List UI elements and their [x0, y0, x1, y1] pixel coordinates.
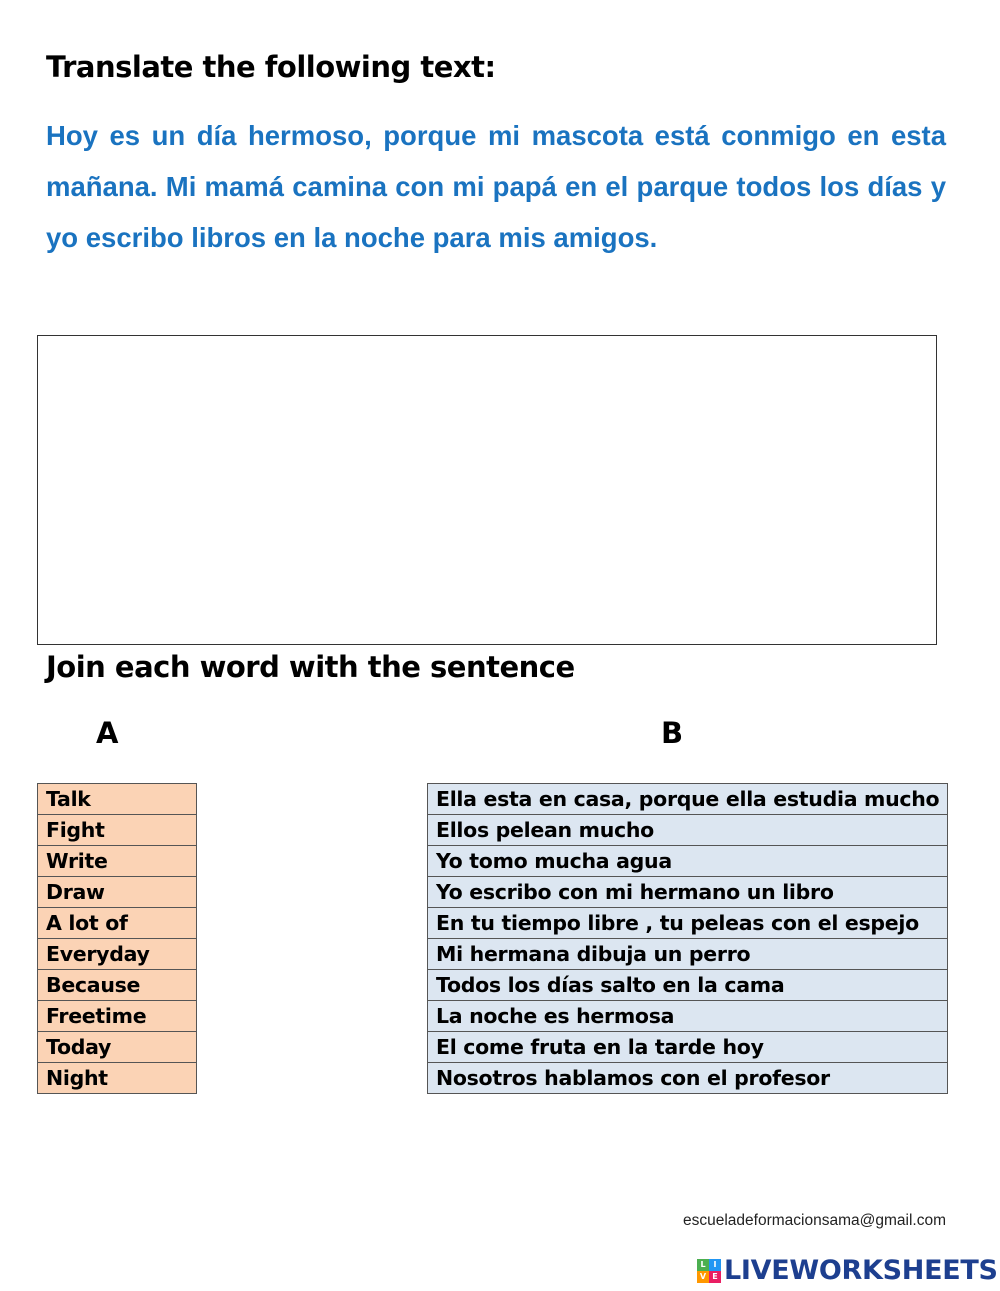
sentence-item[interactable]: Ella esta en casa, porque ella estudia mucho [428, 784, 948, 815]
column-b-table [427, 783, 948, 1094]
column-b-label: B [661, 716, 684, 750]
word-item[interactable]: Talk [38, 784, 197, 815]
word-item[interactable]: Today [38, 1032, 197, 1063]
table-row [38, 815, 197, 846]
word-item[interactable]: Night [38, 1063, 197, 1094]
logo-letter: E [709, 1271, 721, 1283]
column-a-table [37, 783, 197, 1094]
logo-letter: I [709, 1259, 721, 1271]
word-item[interactable]: Freetime [38, 1001, 197, 1032]
sentence-item[interactable]: Nosotros hablamos con el profesor [428, 1063, 948, 1094]
table-row [38, 1032, 197, 1063]
word-item[interactable]: Draw [38, 877, 197, 908]
column-a-label: A [96, 716, 119, 750]
spanish-paragraph: Hoy es un día hermoso, porque mi mascota está conmigo en esta mañana. Mi mamá camina con mi papá en el parque todos los días y yo escribo libros en la noche para mis amigos. [46, 120, 946, 253]
table-row [428, 939, 948, 970]
sentence-item[interactable]: Yo tomo mucha agua [428, 846, 948, 877]
table-row [38, 846, 197, 877]
word-item[interactable]: Because [38, 970, 197, 1001]
table-row [38, 877, 197, 908]
word-item[interactable]: Everyday [38, 939, 197, 970]
word-item[interactable]: A lot of [38, 908, 197, 939]
translate-heading: Translate the following text: [46, 50, 496, 84]
table-row [428, 1063, 948, 1094]
table-row [38, 970, 197, 1001]
translation-answer-box[interactable] [37, 335, 937, 645]
sentence-item[interactable]: Todos los días salto en la cama [428, 970, 948, 1001]
sentence-item[interactable]: Ellos pelean mucho [428, 815, 948, 846]
sentence-item[interactable]: Yo escribo con mi hermano un libro [428, 877, 948, 908]
table-row [38, 784, 197, 815]
word-item[interactable]: Fight [38, 815, 197, 846]
brand-name: LIVEWORKSHEETS [724, 1255, 998, 1286]
sentence-item[interactable]: La noche es hermosa [428, 1001, 948, 1032]
table-row [428, 908, 948, 939]
author-email: escueladeformacionsama@gmail.com [683, 1212, 946, 1229]
table-row [428, 846, 948, 877]
table-row [38, 939, 197, 970]
sentence-item[interactable]: En tu tiempo libre , tu peleas con el espejo [428, 908, 948, 939]
table-row [38, 1063, 197, 1094]
sentence-item[interactable]: Mi hermana dibuja un perro [428, 939, 948, 970]
word-item[interactable]: Write [38, 846, 197, 877]
table-row [38, 1001, 197, 1032]
liveworksheets-logo-icon [697, 1259, 721, 1283]
table-row [428, 1032, 948, 1063]
sentence-item[interactable]: El come fruta en la tarde hoy [428, 1032, 948, 1063]
liveworksheets-brand[interactable] [697, 1255, 998, 1286]
table-row [428, 815, 948, 846]
logo-letter: L [697, 1259, 709, 1271]
table-row [428, 1001, 948, 1032]
join-heading: Join each word with the sentence [46, 650, 575, 684]
table-row [428, 877, 948, 908]
table-row [428, 784, 948, 815]
table-row [38, 908, 197, 939]
table-row [428, 970, 948, 1001]
logo-letter: V [697, 1271, 709, 1283]
